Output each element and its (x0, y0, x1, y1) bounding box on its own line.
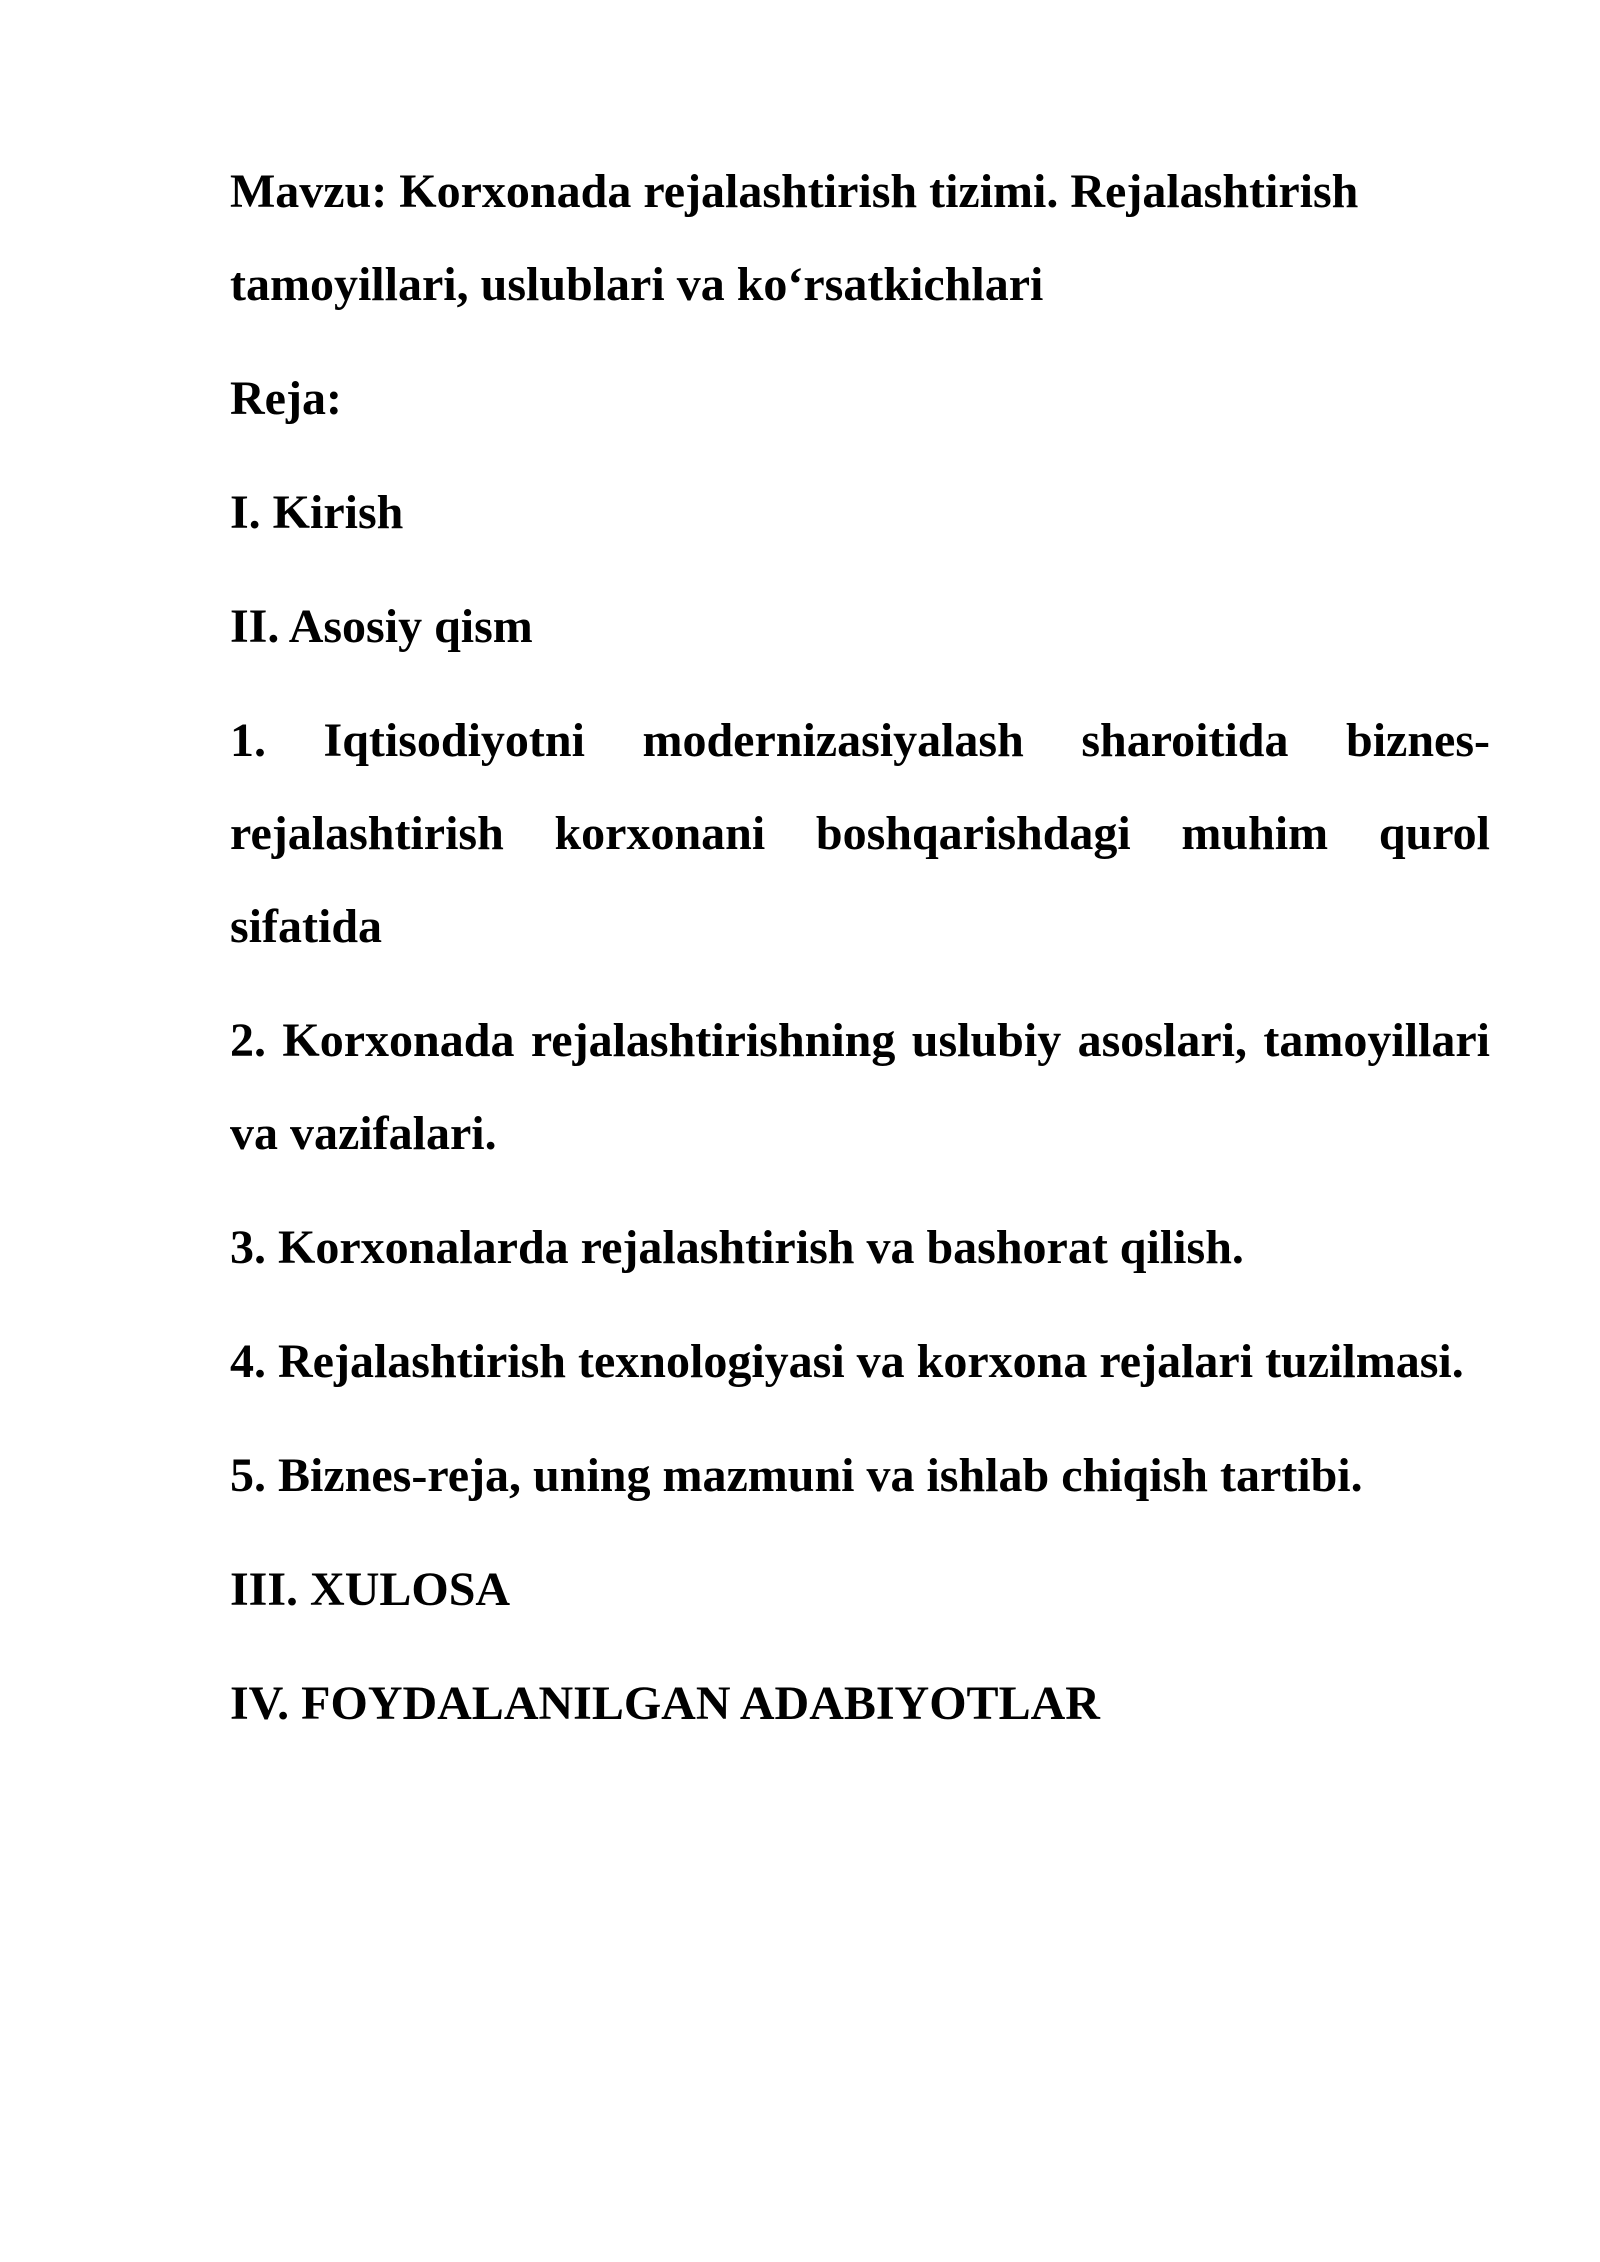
document-body (230, 145, 1490, 1771)
plan-item-5: 5. Biznes-reja, uning mazmuni va ishlab chiqish tartibi. (230, 1449, 1363, 1502)
topic-title: Mavzu: Korxonada rejalashtirish tizimi. Rejalashtirish tamoyillari, uslublari va ko‘rsatkichlari (230, 165, 1359, 311)
plan-item-intro: I. Kirish (230, 486, 404, 539)
plan-item-main-part: II. Asosiy qism (230, 600, 533, 653)
plan-item-4: 4. Rejalashtirish texnologiyasi va korxona rejalari tuzilmasi. (230, 1335, 1464, 1388)
plan-item-1: 1. Iqtisodiyotni modernizasiyalash sharoitida biznes-rejalashtirish korxonani boshqarishdagi muhim qurol sifatida (230, 714, 1490, 953)
plan-item-references: IV. FOYDALANILGAN ADABIYOTLAR (230, 1677, 1100, 1730)
plan-heading: Reja: (230, 372, 342, 425)
plan-item-2: 2. Korxonada rejalashtirishning uslubiy asoslari, tamoyillari va vazifalari. (230, 1014, 1490, 1160)
plan-item-3: 3. Korxonalarda rejalashtirish va bashorat qilish. (230, 1221, 1244, 1274)
plan-item-conclusion: III. XULOSA (230, 1563, 511, 1616)
